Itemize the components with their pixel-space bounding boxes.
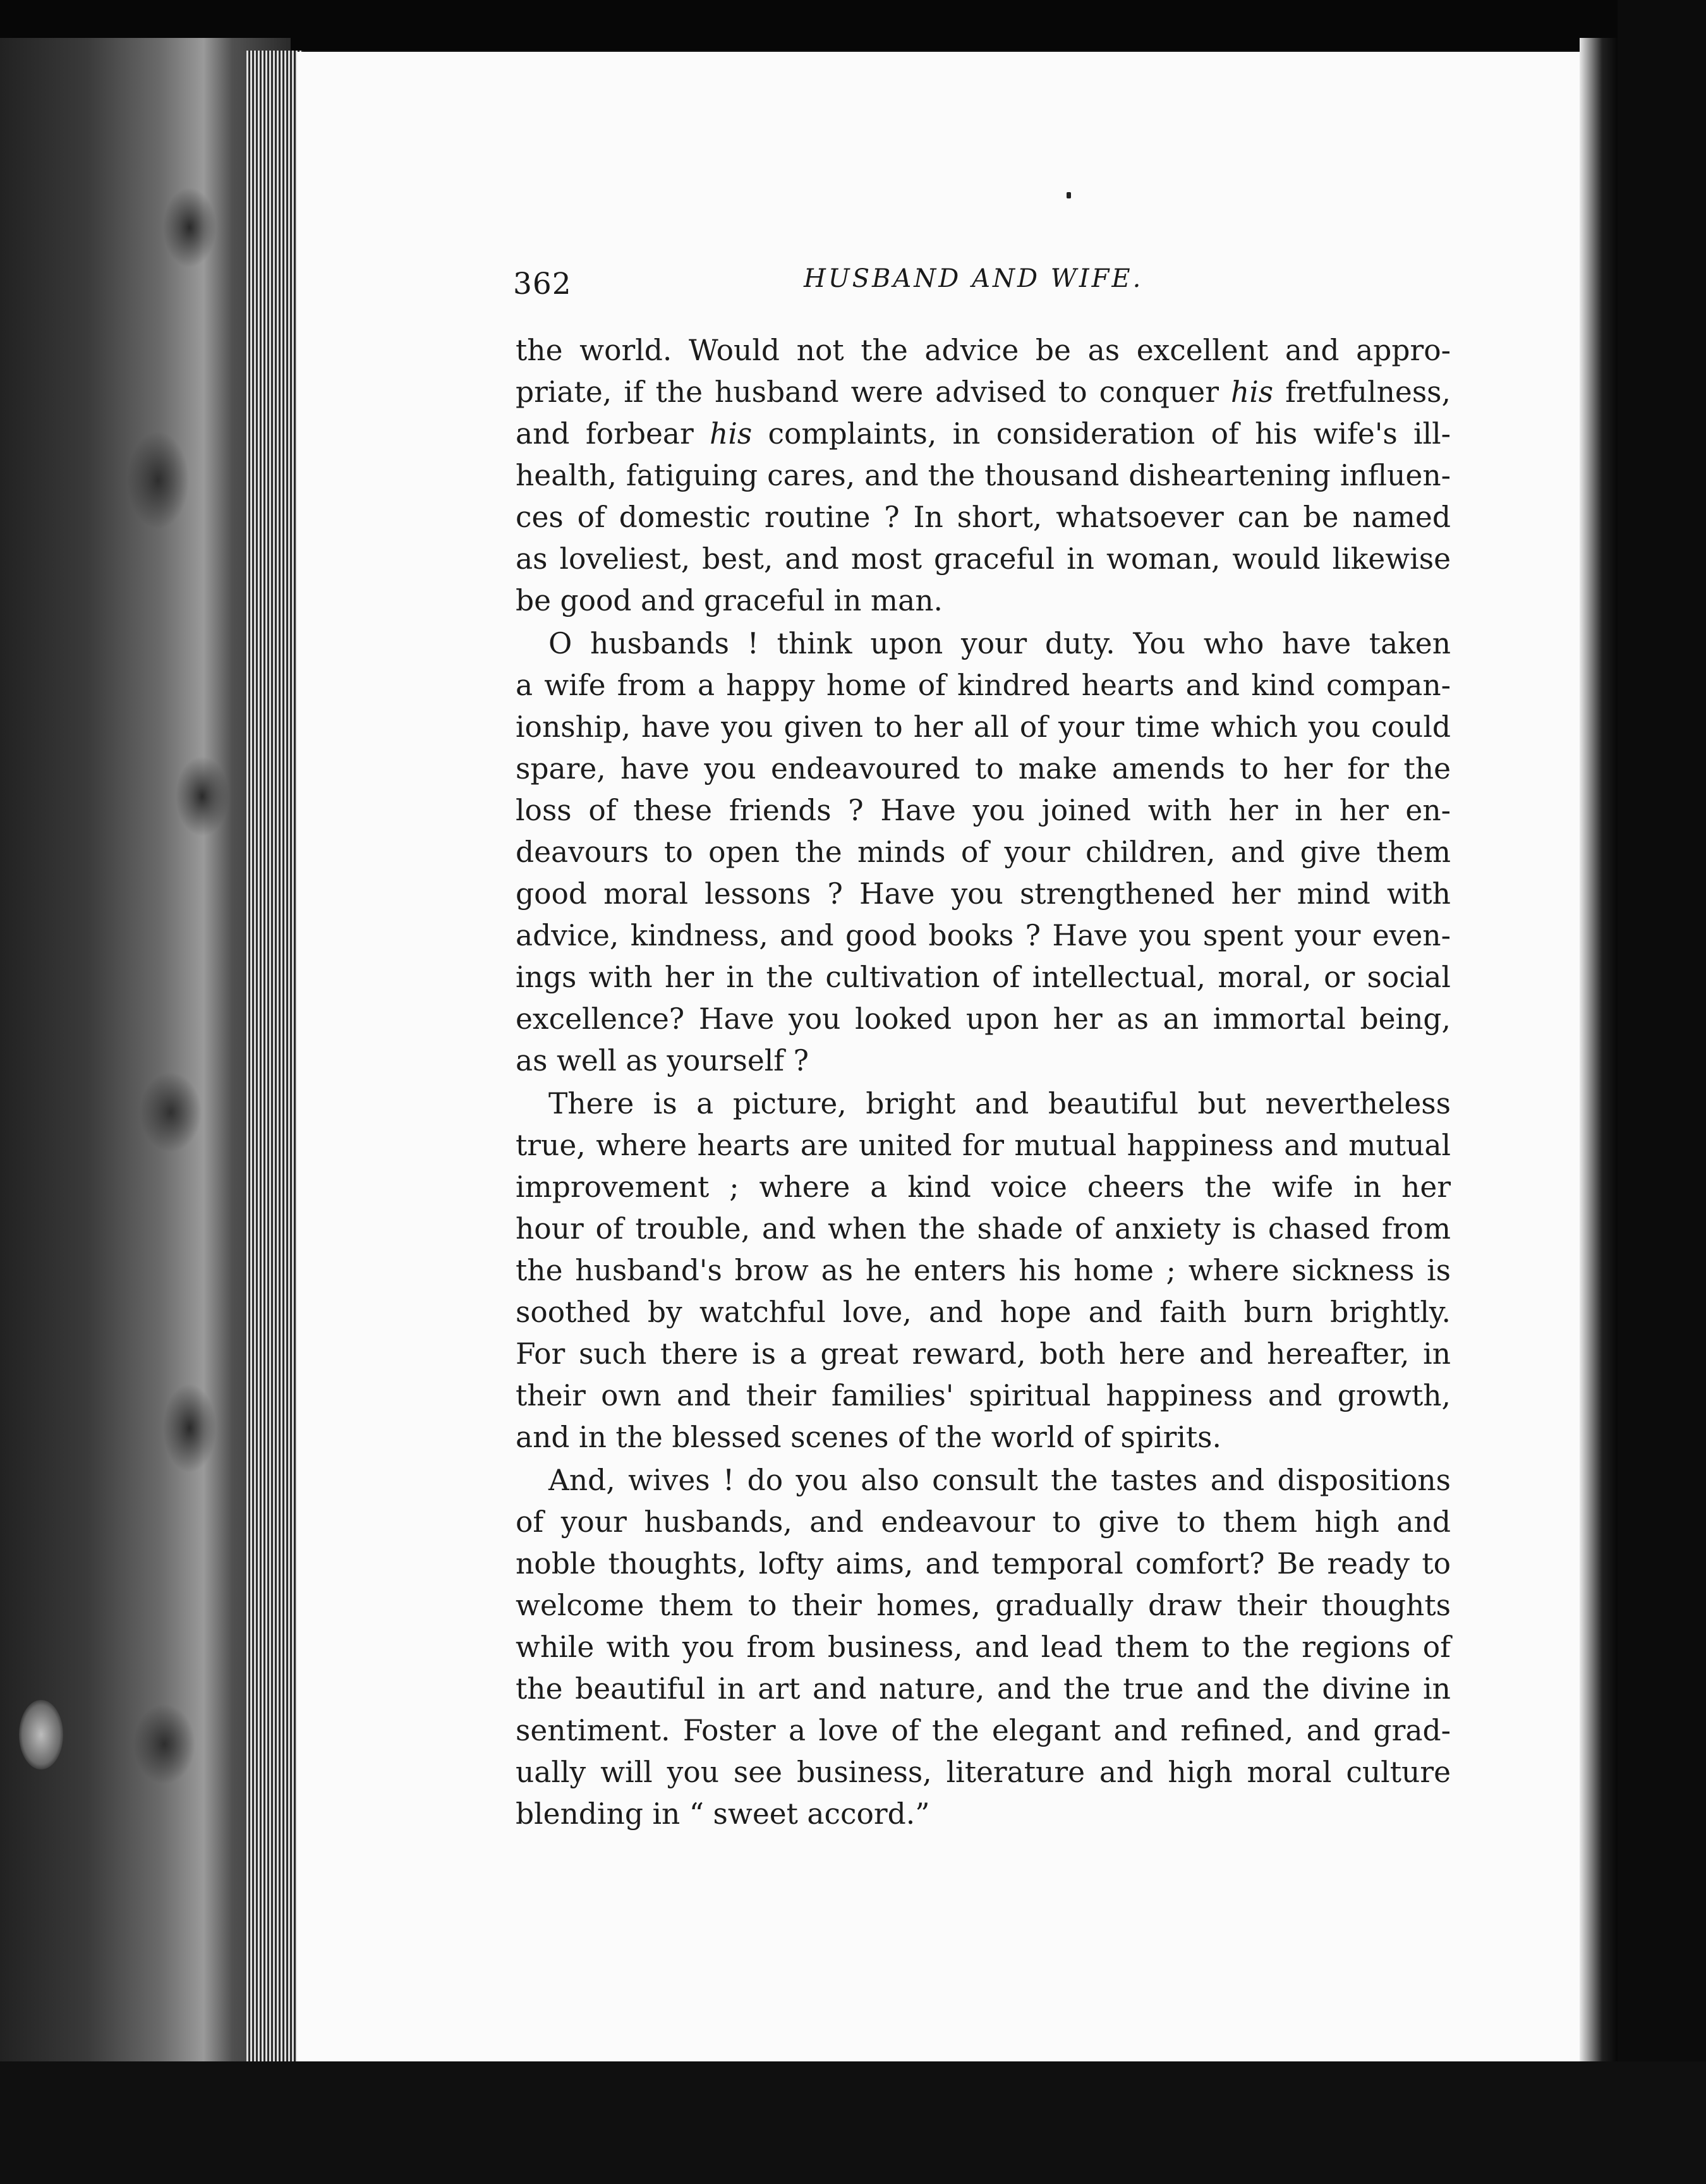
text-line: There is a picture, bright and beautiful but nevertheless <box>548 1087 1451 1120</box>
text-line: hour of trouble, and when the shade of anxiety is chased from <box>516 1212 1451 1246</box>
text-line: as loveliest, best, and most graceful in woman, would likewise <box>516 542 1451 576</box>
text-line: of your husbands, and endeavour to give to them high and <box>516 1505 1451 1539</box>
text-line: their own and their families' spiritual happiness and growth, <box>516 1379 1451 1412</box>
text-line: health, fatiguing cares, and the thousand disheartening influen- <box>516 459 1451 492</box>
paragraph <box>516 330 1451 622</box>
text-line: priate, if the husband were advised to conquer his fretfulness, <box>516 375 1451 409</box>
text-line: deavours to open the minds of your children, and give them <box>516 835 1451 869</box>
text-line: while with you from business, and lead them to the regions of <box>516 1630 1451 1664</box>
text-line: soothed by watchful love, and hope and faith burn brightly. <box>516 1295 1451 1329</box>
text-line: ionship, have you given to her all of your time which you could <box>516 710 1451 744</box>
paragraph <box>516 623 1451 1082</box>
text-line: as well as yourself ? <box>516 1044 809 1077</box>
running-title: HUSBAND AND WIFE. <box>804 264 1144 293</box>
text-line: the beautiful in art and nature, and the true and the divine in <box>516 1672 1451 1706</box>
text-line: and forbear his complaints, in consideration of his wife's ill- <box>516 417 1451 451</box>
text-line: ings with her in the cultivation of intellectual, moral, or social <box>516 961 1451 994</box>
text-line: and in the blessed scenes of the world of spirits. <box>516 1421 1221 1454</box>
text-line: welcome them to their homes, gradually draw their thoughts <box>516 1589 1451 1622</box>
text-line: blending in “ sweet accord.” <box>516 1797 930 1831</box>
text-line: noble thoughts, lofty aims, and temporal comfort? Be ready to <box>516 1547 1451 1580</box>
paragraph <box>516 1083 1451 1459</box>
page-stack-lines <box>246 51 303 2098</box>
running-head <box>513 264 1164 305</box>
text-line: spare, have you endeavoured to make amends to her for the <box>516 752 1451 786</box>
text-line: advice, kindness, and good books ? Have you spent your even- <box>516 919 1451 952</box>
scan-smudge <box>19 1700 63 1769</box>
text-line: a wife from a happy home of kindred hearts and kind compan- <box>516 669 1451 702</box>
paragraph <box>516 1460 1451 1835</box>
scan-right-border <box>1618 0 1706 2184</box>
text-line: ually will you see business, literature and high moral culture <box>516 1756 1451 1789</box>
text-line: And, wives ! do you also consult the tastes and dispositions <box>548 1464 1451 1497</box>
right-binding-edge <box>1580 38 1618 2079</box>
text-line: sentiment. Foster a love of the elegant and refined, and grad- <box>516 1714 1451 1747</box>
text-line: be good and graceful in man. <box>516 584 943 617</box>
scan-bottom-border <box>0 2061 1706 2184</box>
text-line: true, where hearts are united for mutual happiness and mutual <box>516 1129 1451 1162</box>
text-line: loss of these friends ? Have you joined with her in her en- <box>516 794 1451 827</box>
body-text <box>516 330 1451 1835</box>
text-line: improvement ; where a kind voice cheers the wife in her <box>516 1170 1451 1204</box>
text-line: good moral lessons ? Have you strengthened her mind with <box>516 877 1451 911</box>
text-line: the husband's brow as he enters his home ; where sickness is <box>516 1254 1451 1287</box>
text-line: O husbands ! think upon your duty. You who have taken <box>548 627 1451 660</box>
ink-mark <box>1067 192 1071 198</box>
text-line: the world. Would not the advice be as excellent and appro- <box>516 334 1451 367</box>
text-line: excellence? Have you looked upon her as an immortal being, <box>516 1002 1451 1036</box>
page-number: 362 <box>513 267 572 301</box>
text-line: ces of domestic routine ? In short, whatsoever can be named <box>516 500 1451 534</box>
text-line: For such there is a great reward, both here and hereafter, in <box>516 1337 1451 1371</box>
